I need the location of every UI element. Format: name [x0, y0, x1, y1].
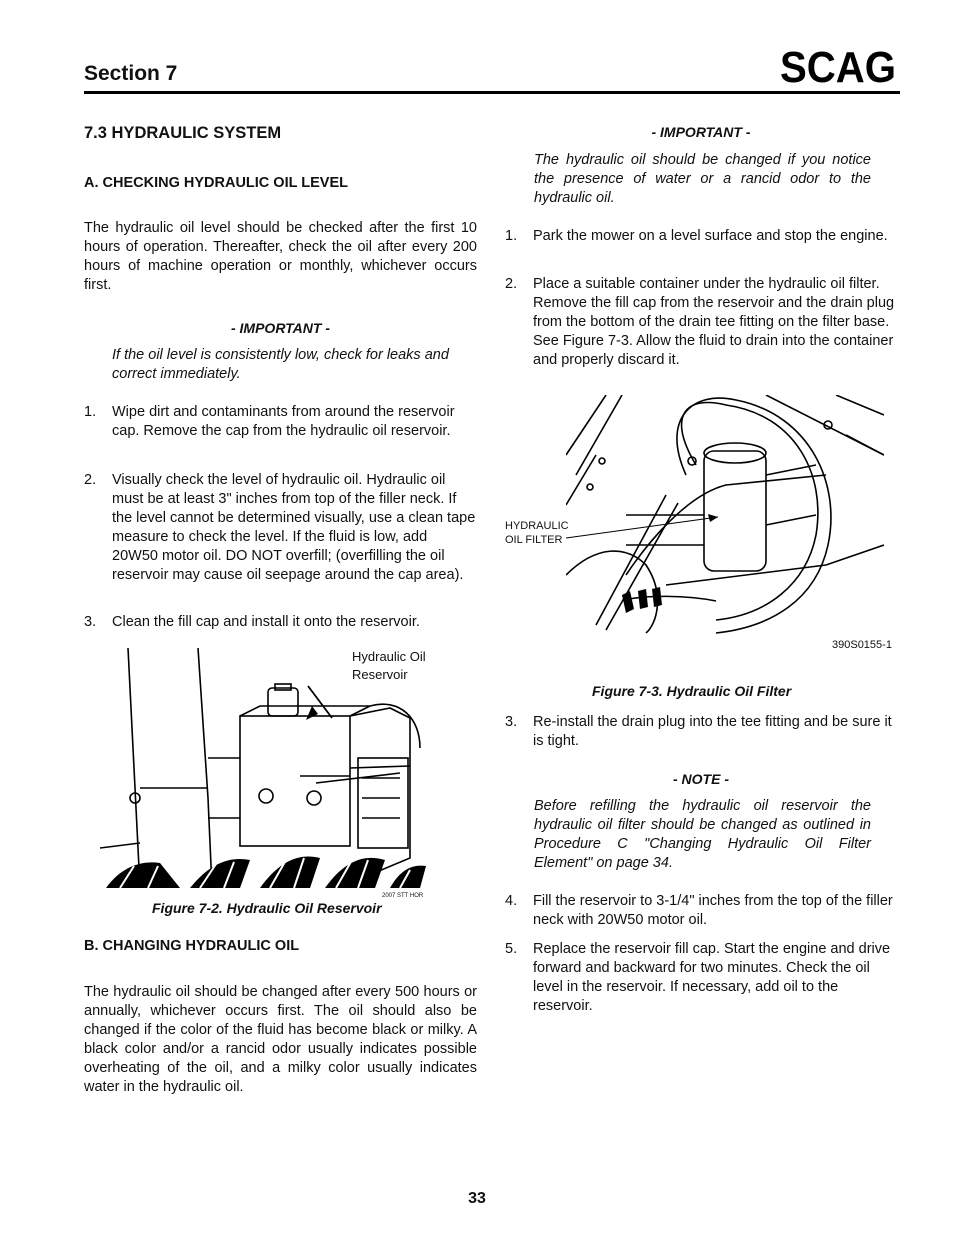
figure-callout-filter-line1: HYDRAULIC [505, 520, 569, 532]
page-number: 33 [468, 1190, 486, 1207]
figure-caption: Figure 7-3. Hydraulic Oil Filter [592, 683, 792, 699]
subheading-checking: A. CHECKING HYDRAULIC OIL LEVEL [84, 175, 348, 191]
list-item: 3. Clean the fill cap and install it onto the reservoir. [84, 614, 420, 630]
list-item: 4. Fill the reservoir to 3-1/4" inches from the top of the filler neck with 20W50 motor oil. [505, 893, 893, 928]
hydraulic-oil-filter-illustration [566, 395, 884, 635]
list-item: 1. Park the mower on a level surface and stop the engine. [505, 228, 888, 244]
figure-callout-filter-line2: OIL FILTER [505, 534, 563, 546]
note-label: - NOTE - [673, 771, 729, 787]
hydraulic-oil-reservoir-illustration [100, 648, 462, 890]
list-item: 2. Visually check the level of hydraulic oil. Hydraulic oil must be at least 3" inches from top of the filler neck. If the level cannot be determined visually, use a clean tape measure to check the level. If the fluid is low, add 20W50 motor oil. DO NOT overfill; (overfilling the oil reservoir may cause oil seepage around the cap area). [84, 472, 476, 583]
subheading-changing: B. CHANGING HYDRAULIC OIL [84, 938, 300, 954]
figure-code: 390S0155-1 [832, 639, 892, 651]
list-item: 2. Place a suitable container under the hydraulic oil filter. Remove the fill cap from the reservoir and the drain plug from the bottom of the drain tee fitting on the filter base. See Figure 7-3. Allow the fluid to drain into the container and properly discard it. [505, 276, 895, 368]
important-label: - IMPORTANT - [230, 320, 331, 336]
list-item: 3. Re-install the drain plug into the tee fitting and be sure it is tight. [505, 714, 892, 749]
note-text: Before refilling the hydraulic oil reservoir the hydraulic oil filter should be changed as outlined in Procedure C "Changing Hydraulic Oil Filter Element" on page 34. [534, 798, 871, 871]
figure-caption: Figure 7-2. Hydraulic Oil Reservoir [152, 900, 382, 916]
important-label: - IMPORTANT - [651, 124, 751, 140]
list-item: 1. Wipe dirt and contaminants from around the reservoir cap. Remove the cap from the hydraulic oil reservoir. [84, 404, 455, 439]
scag-logo [778, 44, 900, 88]
svg-text:SCAG: SCAG [780, 44, 896, 88]
important-text: If the oil level is consistently low, check for leaks and correct immediately. [112, 347, 449, 382]
paragraph-changing: The hydraulic oil should be changed after every 500 hours or annually, whichever occurs first. The oil should also be changed if the color of the fluid has become black or milky. A black color and/or a rancid odor usually indicates possible overheating of the oil, and a milky color usually indicates water in the hydraulic oil. [84, 984, 477, 1095]
figure-code: 2007 STT HOR [382, 893, 424, 899]
list-item: 5. Replace the reservoir fill cap. Start the engine and drive forward and backward for two minutes. Check the oil level in the reservoir. If necessary, add oil to the reservoir. [505, 941, 891, 1014]
section-title: Section 7 [84, 62, 178, 85]
header-rule [84, 91, 900, 94]
section-heading: 7.3 HYDRAULIC SYSTEM [84, 124, 282, 142]
important-text: The hydraulic oil should be changed if you notice the presence of water or a rancid odor to the hydraulic oil. [534, 152, 871, 206]
figure-callout-reservoir: Hydraulic Oil Reservoir [352, 649, 426, 682]
paragraph-checking: The hydraulic oil level should be checked after the first 10 hours of operation. Thereafter, check the oil after every 200 hours of machine operation or monthly, whichever occurs first. [84, 220, 477, 293]
